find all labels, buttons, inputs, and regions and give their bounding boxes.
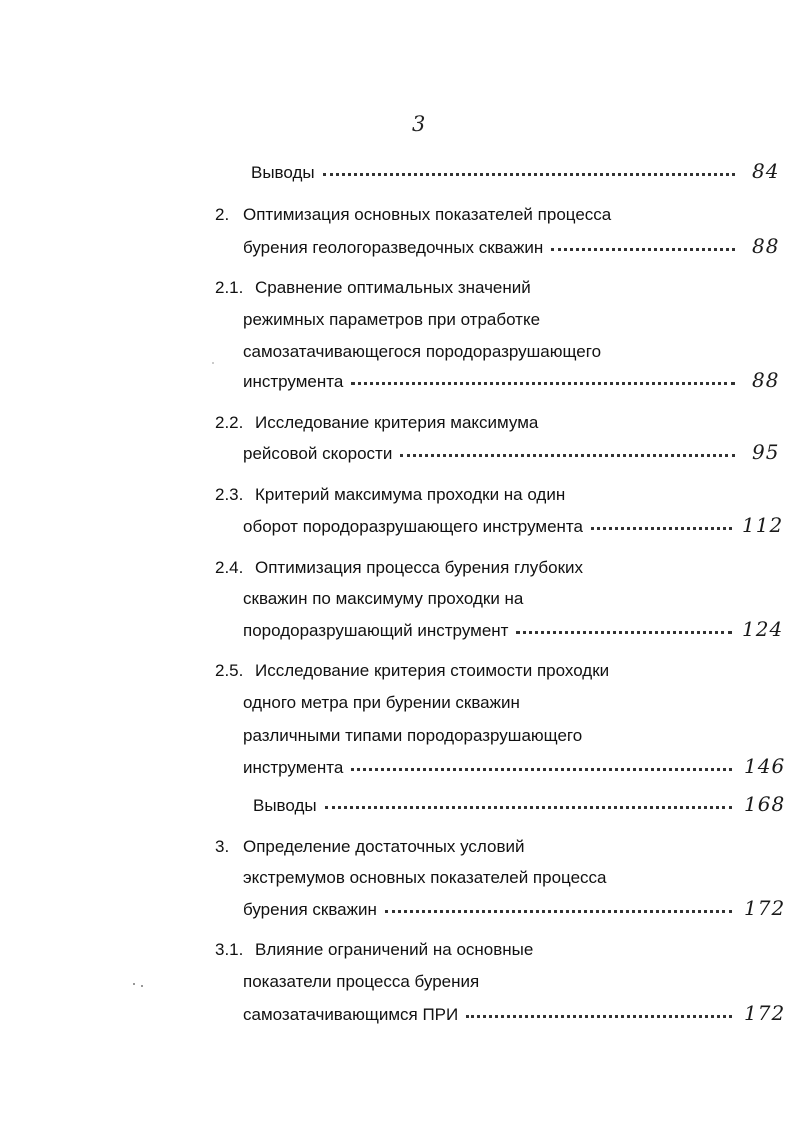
toc-entry-title: Выводы <box>251 163 315 182</box>
toc-entry-title-line: бурения геологоразведочных скважин <box>243 238 544 257</box>
toc-entry-title-line: породоразрушающий инструмент <box>243 621 509 640</box>
toc-leader-line <box>253 794 738 818</box>
toc-leader-line <box>243 1003 738 1027</box>
toc-entry-title-line: одного метра при бурении скважин <box>243 693 520 712</box>
dot-leader <box>385 896 732 913</box>
toc-entry-number: 3.1. <box>215 940 244 959</box>
toc-page-number: 168 <box>744 792 786 816</box>
scan-speck <box>141 985 143 987</box>
toc-entry-number: 2. <box>215 205 230 224</box>
dot-leader <box>325 792 732 809</box>
dot-leader <box>591 513 732 530</box>
toc-leader-line <box>243 619 738 643</box>
toc-entry-title-line: экстремумов основных показателей процесса <box>243 868 607 887</box>
toc-page-number: 88 <box>752 234 780 258</box>
toc-entry-number: 2.1. <box>215 278 244 297</box>
dot-leader <box>323 159 735 176</box>
toc-entry-title-line: Оптимизация основных показателей процесса <box>243 205 612 224</box>
dot-leader <box>400 440 735 457</box>
toc-entry-title-line: инструмента <box>243 758 344 777</box>
toc-page-number: 112 <box>742 513 784 537</box>
toc-entry-number: 2.4. <box>215 558 244 577</box>
toc-entry-number: 2.3. <box>215 485 244 504</box>
toc-entry-title-line: Сравнение оптимальных значений <box>255 278 531 297</box>
toc-entry-title-line: показатели процесса бурения <box>243 972 480 991</box>
toc-page-number: 124 <box>742 617 784 641</box>
dot-leader <box>351 368 735 385</box>
toc-page-number: 84 <box>752 159 780 183</box>
toc-entry-title-line: инструмента <box>243 372 344 391</box>
toc-leader-line <box>243 370 741 394</box>
dot-leader <box>516 617 732 634</box>
toc-entry-title-line: самозатачивающегося породоразрушающего <box>243 342 602 361</box>
dot-leader <box>551 234 735 251</box>
dot-leader <box>351 754 732 771</box>
toc-entry-title-line: оборот породоразрушающего инструмента <box>243 517 583 536</box>
toc-entry-title-line: бурения скважин <box>243 900 377 919</box>
toc-entry-title-line: Исследование критерия стоимости проходки <box>255 661 610 680</box>
toc-leader-line <box>243 515 738 539</box>
toc-page-number: 88 <box>752 368 780 392</box>
toc-entry-title-line: Определение достаточных условий <box>243 837 525 856</box>
toc-entry-title-line: Влияние ограничений на основные <box>255 940 534 959</box>
toc-entry-number: 3. <box>215 837 230 856</box>
toc-entry-title-line: скважин по максимуму проходки на <box>243 589 524 608</box>
scan-speck <box>212 362 214 364</box>
toc-page-number: 172 <box>744 896 786 920</box>
toc-entry-number: 2.5. <box>215 661 244 680</box>
toc-leader-line <box>243 442 741 466</box>
toc-entry-title-line: самозатачивающимся ПРИ <box>243 1005 459 1024</box>
toc-entry-title-line: режимных параметров при отработке <box>243 310 541 329</box>
toc-page-number: 146 <box>744 754 786 778</box>
toc-page-number: 95 <box>752 440 780 464</box>
page-number: 3 <box>412 112 426 136</box>
toc-leader-line <box>243 236 741 260</box>
toc-entry-title-line: Исследование критерия максимума <box>255 413 539 432</box>
dot-leader <box>466 1001 732 1018</box>
toc-leader-line <box>243 898 738 922</box>
toc-entry-title-line: различными типами породоразрушающего <box>243 726 583 745</box>
toc-entry-title: Выводы <box>253 796 317 815</box>
toc-leader-line <box>243 756 738 780</box>
scan-speck <box>133 983 135 985</box>
toc-leader-line <box>251 161 741 185</box>
toc-entry-title-line: рейсовой скорости <box>243 444 393 463</box>
toc-page-number: 172 <box>744 1001 786 1025</box>
toc-entry-number: 2.2. <box>215 413 244 432</box>
toc-entry-title-line: Критерий максимума проходки на один <box>255 485 566 504</box>
toc-entry-title-line: Оптимизация процесса бурения глубоких <box>255 558 584 577</box>
